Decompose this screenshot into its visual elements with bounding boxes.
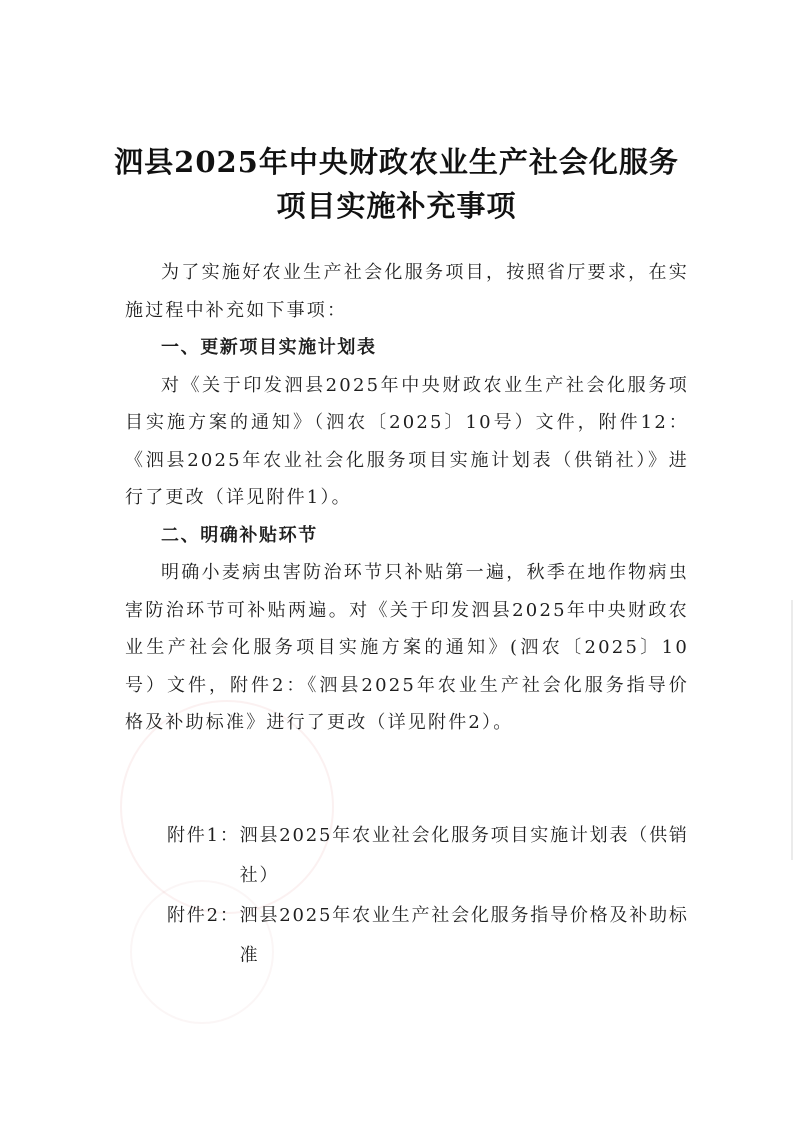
attachment-item [167,896,692,976]
attachment-title: 泗县2025年农业社会化服务项目实施计划表（供销社） [239,825,689,886]
section-2-paragraph: 明确小麦病虫害防治环节只补贴第一遍，秋季在地作物病虫害防治环节可补贴两遍。对《关于印发泗县2025年中央财政农业生产社会化服务项目实施方案的通知》(泗农〔2025〕10号）文件，附件2：《泗县2025年农业生产社会化服务指导价格及补助标准》进行了更改（详见附件2）。 [125,562,689,733]
attachment-title: 泗县2025年农业生产社会化服务指导价格及补助标准 [239,905,689,966]
document-body [125,254,689,742]
section-1-heading: 一、更新项目实施计划表 [161,337,377,358]
document-title-line-2: 项目实施补充事项 [276,189,517,223]
section-2-heading: 二、明确补贴环节 [161,524,318,546]
attachment-label: 附件1： [167,825,240,846]
section-1-paragraph: 对《关于印发泗县2025年中央财政农业生产社会化服务项目实施方案的通知》（泗农〔2025〕10号）文件，附件12：《泗县2025年农业社会化服务项目实施计划表（供销社）》进行了更改（详见附件1）。 [125,374,689,508]
document-title-line-1: 泗县2025年中央财政农业生产社会化服务 [114,145,679,179]
intro-paragraph: 为了实施好农业生产社会化服务项目，按照省厅要求，在实施过程中补充如下事项： [125,262,689,321]
attachment-label: 附件2： [167,905,240,926]
attachment-item [167,816,692,896]
attachments-list [167,816,692,976]
